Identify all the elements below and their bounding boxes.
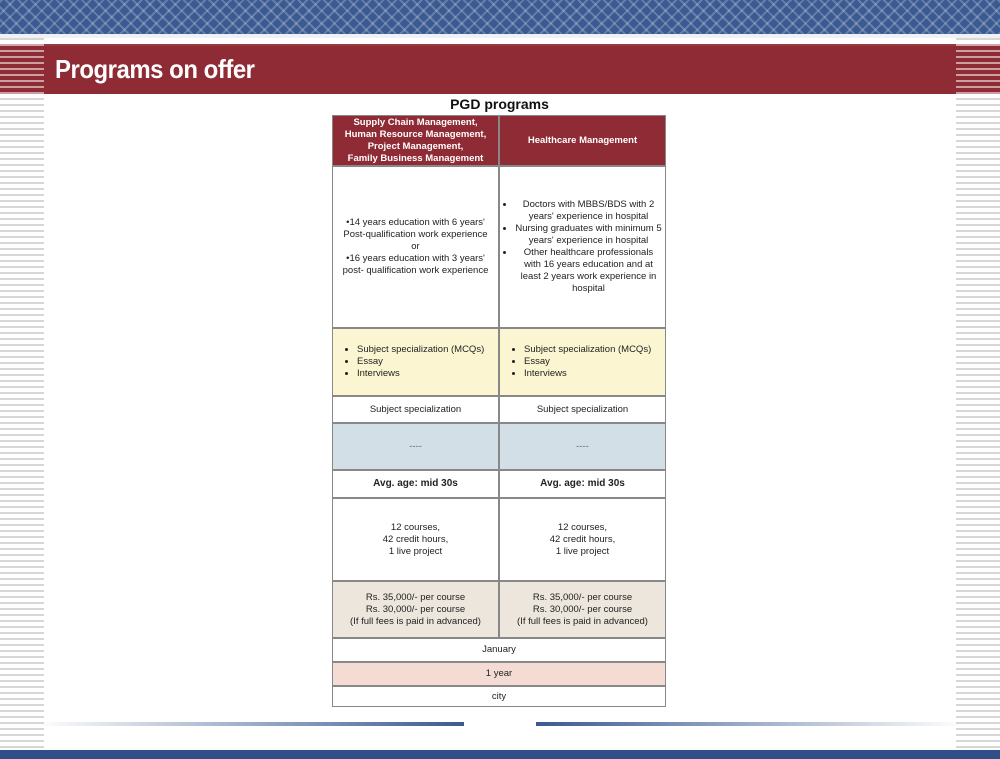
eligibility-left-line: Post-qualification work experience: [343, 229, 488, 240]
page-title: Programs on offer: [55, 54, 255, 84]
fees-right: [500, 582, 665, 637]
eligibility-left-line: •14 years education with 6 years': [346, 217, 485, 228]
fees-right-line: Rs. 30,000/- per course: [532, 603, 633, 615]
courses-left-line: 1 live project: [388, 545, 443, 557]
test-right: [500, 329, 665, 395]
courses-right-line: 1 live project: [555, 545, 610, 557]
header-left-line: Project Management,: [367, 140, 464, 152]
test-right-item: • Essay: [524, 356, 651, 368]
test-right-item: • Subject specialization (MCQs): [524, 344, 651, 356]
courses-right: [500, 499, 665, 580]
banner-stripes-left: [0, 44, 44, 94]
eligibility-left-line: •16 years education with 3 years': [346, 253, 485, 264]
dash-right: ----: [500, 424, 665, 469]
test-right-item: • Interviews: [524, 368, 651, 380]
courses-left-line: 42 credit hours,: [382, 533, 449, 545]
age-left: Avg. age: mid 30s: [333, 471, 498, 497]
fees-left-line: (If full fees is paid in advanced): [350, 615, 481, 627]
test-left-item: • Subject specialization (MCQs): [357, 344, 484, 356]
banner-stripes-right: [956, 44, 1000, 94]
eligibility-right: [500, 167, 665, 327]
interview-right: Subject specialization: [500, 397, 665, 422]
dash-left: ----: [333, 424, 498, 469]
bottom-divider-right: [536, 722, 964, 726]
eligibility-right-item: • Other healthcare professionals with 16 years education and at least 2 years work experience in hospital: [515, 247, 662, 295]
age-right: Avg. age: mid 30s: [500, 471, 665, 497]
courses-left: [333, 499, 498, 580]
interview-left: Subject specialization: [333, 397, 498, 422]
eligibility-right-item: • Doctors with MBBS/BDS with 2 years' experience in hospital: [515, 199, 662, 223]
header-left-line: Supply Chain Management,: [353, 116, 478, 128]
eligibility-left-line: or: [411, 241, 420, 252]
test-left: [333, 329, 498, 395]
header-right: Healthcare Management: [500, 116, 665, 165]
top-divider: [0, 34, 1000, 38]
location-cell: city: [333, 687, 665, 706]
courses-right-line: 42 credit hours,: [549, 533, 616, 545]
intake-cell: January: [333, 639, 665, 661]
test-left-item: • Essay: [357, 356, 484, 368]
programs-table: [332, 115, 666, 707]
left-side-stripes: [0, 38, 44, 750]
courses-left-line: 12 courses,: [390, 521, 441, 533]
section-title: PGD programs: [450, 96, 549, 112]
bottom-divider-left: [36, 722, 464, 726]
top-decorative-pattern: [0, 0, 1000, 34]
fees-left-line: Rs. 35,000/- per course: [365, 591, 466, 603]
eligibility-right-item: • Nursing graduates with minimum 5 years' experience in hospital: [515, 223, 662, 247]
header-left-line: Family Business Management: [347, 152, 484, 164]
header-left-line: Human Resource Management,: [344, 128, 487, 140]
bottom-bar: [0, 750, 1000, 759]
right-side-stripes: [956, 38, 1000, 750]
courses-right-line: 12 courses,: [557, 521, 608, 533]
eligibility-left-line: post- qualification work experience: [342, 265, 489, 276]
header-left: [333, 116, 498, 165]
eligibility-left: [333, 167, 498, 327]
duration-cell: 1 year: [333, 663, 665, 685]
fees-right-line: Rs. 35,000/- per course: [532, 591, 633, 603]
fees-right-line: (If full fees is paid in advanced): [517, 615, 648, 627]
fees-left: [333, 582, 498, 637]
fees-left-line: Rs. 30,000/- per course: [365, 603, 466, 615]
test-left-item: • Interviews: [357, 368, 484, 380]
